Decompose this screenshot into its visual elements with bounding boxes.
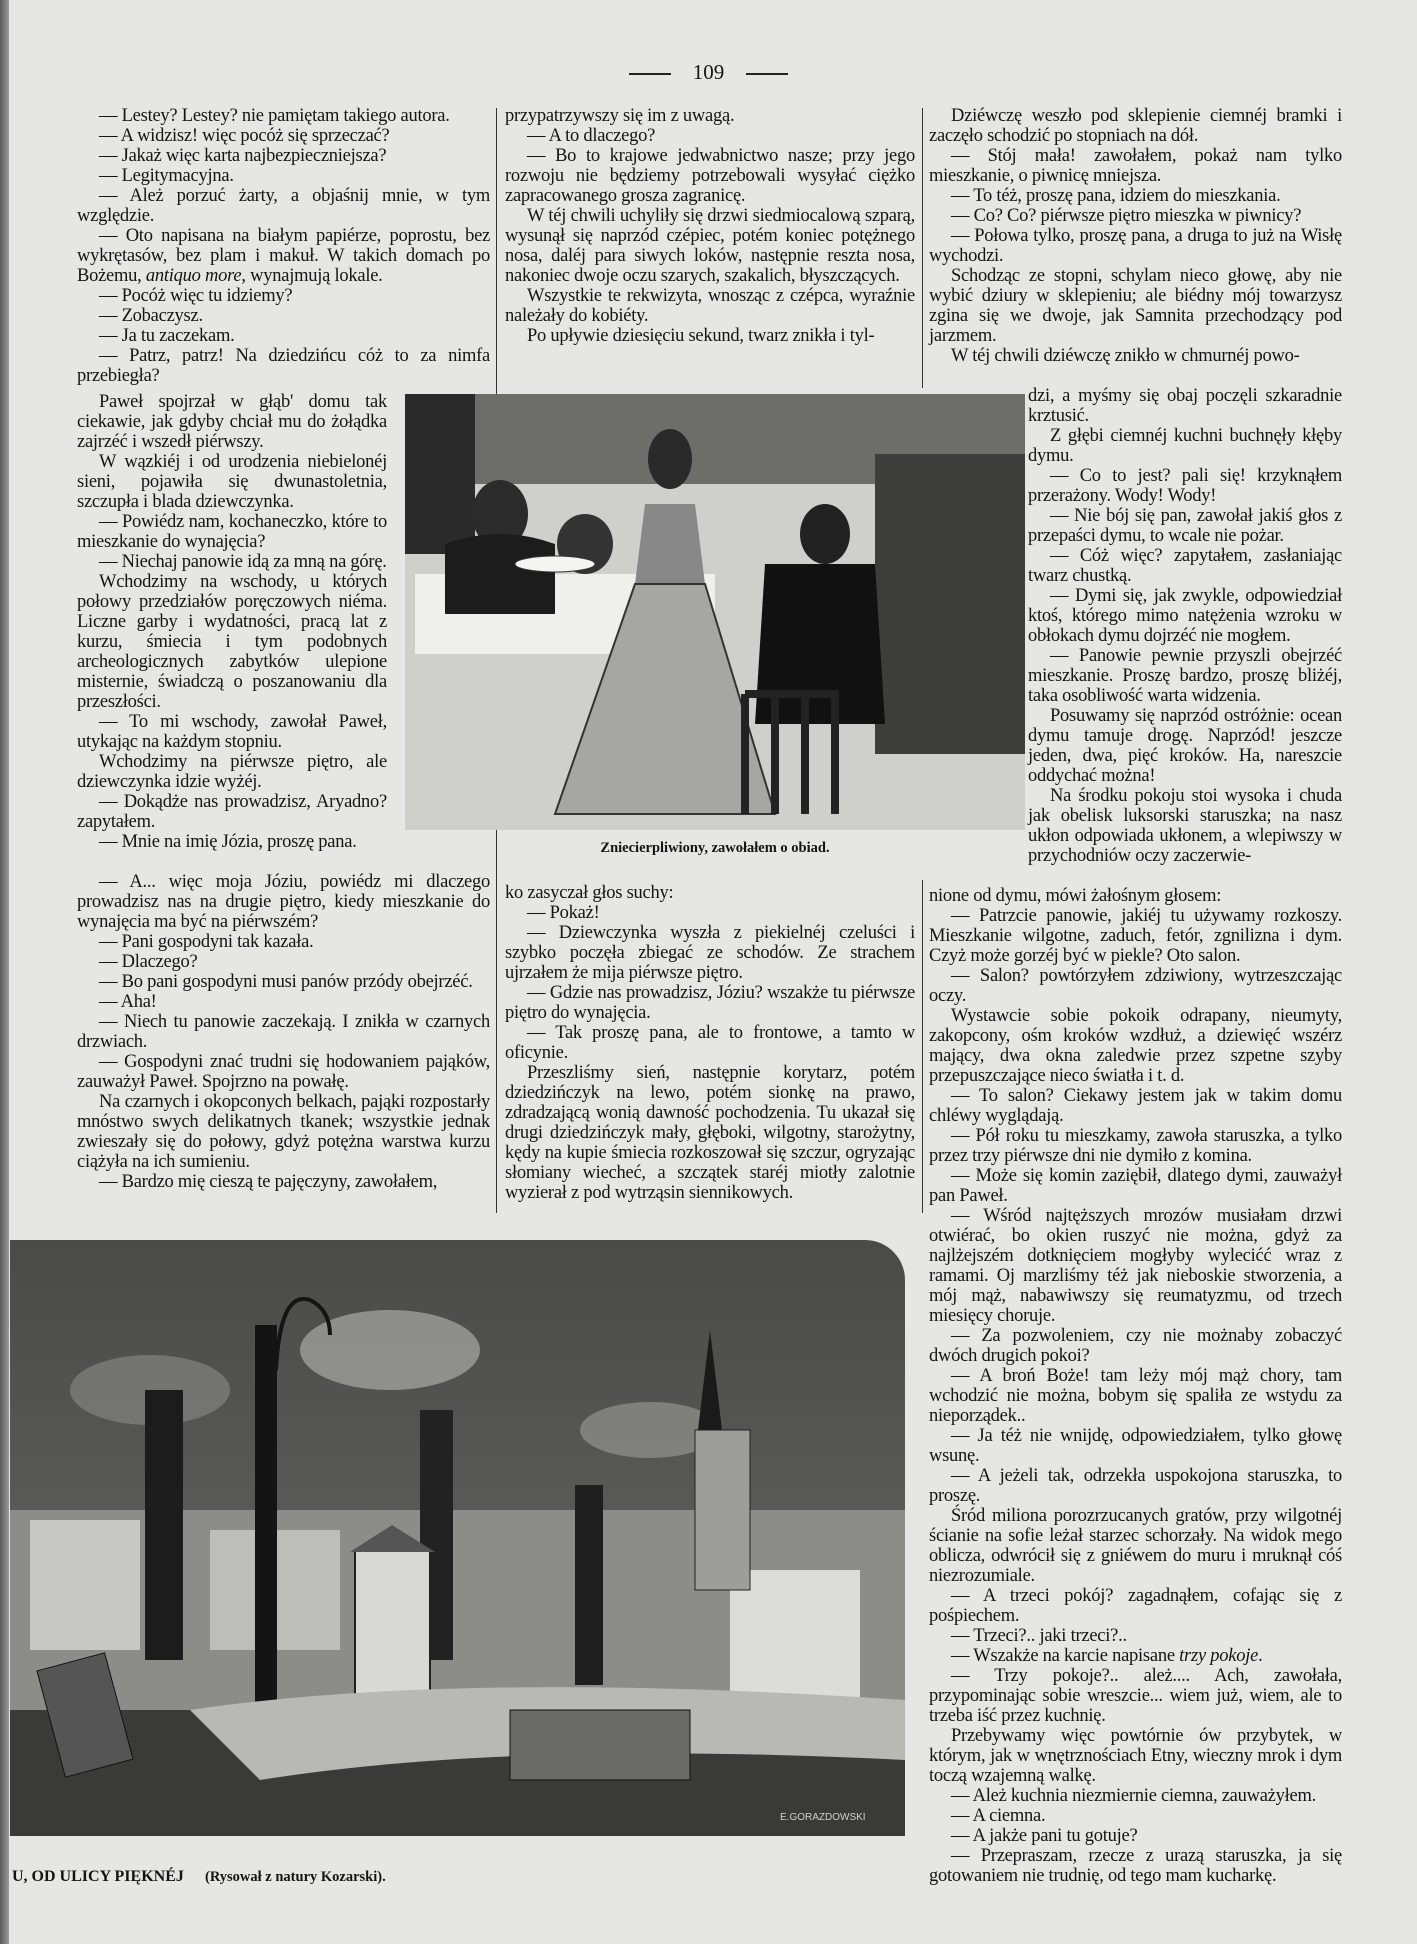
right-column-narrow (1028, 386, 1342, 866)
plate (515, 556, 595, 572)
middle-column-top (505, 106, 915, 346)
paragraph: — A broń Boże! tam leży mój mąż chory, tam wchodzić nie można, bobym się spaliła ze wstydu za nieporządek.. (929, 1366, 1342, 1426)
paragraph: — To mi wschody, zawołał Paweł, utykając na każdym stopniu. (77, 712, 387, 752)
paragraph: — Ja tu zaczekam. (99, 326, 235, 346)
paragraph: — To téż, proszę pana, idziem do mieszkania. (951, 186, 1281, 206)
paragraph: — A... więc moja Józiu, powiédz mi dlaczego prowadzisz nas na drugie piętro, kiedy mieszkanie do wynajęcia ma być na piérwszém? (77, 872, 490, 932)
paragraph: Na czarnych i okopconych belkach, pająki rozpostarły mnóstwo swych delikatnych tkanek; wszystkie jednak zwieszały się do połowy, gdyż potężna warstwa kurzu ciążyła na ich sumieniu. (77, 1092, 490, 1172)
page-number-text: 109 (692, 60, 725, 84)
italic-phrase: antiquo more (145, 266, 242, 286)
paragraph: — Dymi się, jak zwykle, odpowiedział ktoś, którego mimo natężenia wzroku w obłokach dymu dojrzéć nie mogłem. (1028, 586, 1342, 646)
paragraph: — A widzisz! więc pocóż się sprzeczać? (99, 126, 390, 146)
paragraph: Przeszliśmy sień, następnie korytarz, potém dziedzińczyk na lewo, potém sionkę na prawo, zdradzającą wonią dawność pochodzenia. Tu ukazał się drugi dziedzińczyk mały, głęboki, wilgotny, starożytny, kędy na kupie śmiecia rozkoszował się szczur, ogryzając słomiany wiecheć, a szczątek staréj miotły zalotnie wyzierał z pod wytrząsin siennikowych. (505, 1063, 915, 1203)
ruined-street-illustration (10, 1240, 905, 1836)
column-rule-right-top (922, 108, 923, 388)
paragraph: Na środku pokoju stoi wysoka i chuda jak obelisk luksorski staruszka; na nasz ukłon odpowiada ukłonem, a wlepiwszy w przychodniów oczy zaczerwie- (1028, 786, 1342, 866)
paragraph: — Tak proszę pana, ale to frontowe, a tamto w oficynie. (505, 1023, 915, 1063)
paragraph: Wchodzimy na piérwsze piętro, ale dziewczynka idzie wyżéj. (77, 752, 387, 792)
paragraph: — Powiédz nam, kochaneczko, które to mieszkanie do wynajęcia? (77, 512, 387, 552)
paragraph: W wązkiéj i od urodzenia niebielonéj sieni, pojawiła się dwunastoletnia, szczupła i blada dziewczynka. (77, 452, 387, 512)
paragraph: — Może się komin zaziębił, dlatego dymi, zauważył pan Paweł. (929, 1166, 1342, 1206)
paragraph: — Przepraszam, rzecze z urazą staruszka, ja się gotowaniem nie trudnię, od tego mam kucharkę. (929, 1846, 1342, 1886)
paragraph: Wchodzimy na wschody, u których połowy przedziałów poręczowych niéma. Liczne garby i wydatności, pracą lat z kurzu, śmiecia i tym podobnych archeologicznych zabytków ulepione misternie, świadczą o poszanowaniu dla przeszłości. (77, 572, 387, 712)
paragraph: Po upływie dziesięciu sekund, twarz znikła i tyl- (527, 326, 875, 346)
engraver-signature: E.GORAZDOWSKI (780, 1812, 866, 1823)
paragraph: ko zasyczał głos suchy: (505, 883, 674, 903)
right-column-top (929, 106, 1342, 366)
paragraph: — Pocóż więc tu idziemy? (99, 286, 293, 306)
paragraph: — Oto napisana na białym papiérze, poprostu, bez wykrętasów, bez plam i makuł. W takich domach po Bożemu, antiquo more, wynajmują lokale. (77, 226, 490, 286)
paragraph: — Niechaj panowie idą za mną na górę. (99, 552, 387, 572)
paragraph: — Niech tu panowie zaczekają. I znikła w czarnych drzwiach. (77, 1012, 490, 1052)
page-number-dash-right (746, 73, 788, 75)
paragraph: — To salon? Ciekawy jestem jak w takim domu chléwy wyglądają. (929, 1086, 1342, 1126)
ruined-street-engraving (10, 1240, 905, 1836)
booth (355, 1550, 430, 1710)
right-column-bottom (929, 886, 1342, 1886)
paragraph: — Gdzie nas prowadzisz, Józiu? wszakże tu piérwsze piętro do wynajęcia. (505, 983, 915, 1023)
paragraph: dzi, a myśmy się obaj poczęli szkaradnie krztusić. (1028, 386, 1342, 426)
paragraph: — Bo pani gospodyni musi panów przódy obejrzéć. (99, 972, 473, 992)
woman-bodice (635, 504, 705, 584)
man-right-head (800, 504, 850, 564)
paragraph: — A trzeci pokój? zagadnąłem, cofając się z pośpiechem. (929, 1586, 1342, 1626)
left-column-narrow (77, 392, 387, 852)
bottom-illustration-title: U, OD ULICY PIĘKNÉJ (12, 1868, 184, 1885)
paragraph: — Bo to krajowe jedwabnictwo nasze; przy jego rozwoju nie będziemy potrzebowali wysyłać ciężko zapracowanego grosza zagranicę. (505, 146, 915, 206)
paragraph: Wszystkie te rekwizyta, wnosząc z czépca, wyraźnie należały do kobiéty. (505, 286, 915, 326)
italic-phrase: trzy pokoje (1179, 1646, 1259, 1666)
paragraph: — Legitymacyjna. (99, 166, 234, 186)
carts-and-crates (510, 1710, 690, 1780)
chimney (145, 1390, 183, 1660)
paragraph: — Pokaż! (527, 903, 600, 923)
paragraph: Z głębi ciemnéj kuchni buchnęły kłęby dymu. (1028, 426, 1342, 466)
paragraph: — Wśród najtęższych mrozów musiałam drzwi otwiérać, bo okien ruszyć nie można, gdyż za najlżejszém dotknięciem mogłyby wylecićć wraz z ramami. Oj marzliśmy téż jak nieboskie stworzenia, a mój mąż, nabawiwszy się reumatyzmu, od trzech miesięcy choruje. (929, 1206, 1342, 1326)
middle-column-bottom (505, 883, 915, 1203)
paragraph: — Cóż więc? zapytałem, zasłaniając twarz chustką. (1028, 546, 1342, 586)
bottom-illustration-credit: (Rysował z natury Kozarski). (205, 1869, 386, 1885)
paragraph: — Salon? powtórzyłem zdziwiony, wytrzeszczając oczy. (929, 966, 1342, 1006)
paragraph: Schodząc ze stopni, schylam nieco głowę, aby nie wybić dziury w sklepieniu; ale biédny mój towarzysz zgina się we dwoje, jak Samnita przechodzący pod jarzmem. (929, 266, 1342, 346)
paragraph: — Ja téż nie wnijdę, odpowiedziałem, tylko głowę wsunę. (929, 1426, 1342, 1466)
paragraph: Dziéwczę weszło pod sklepienie ciemnéj bramki i zaczęło schodzić po stopniach na dół. (929, 106, 1342, 146)
paragraph: — Dlaczego? (99, 952, 198, 972)
dark-wall (875, 454, 1025, 754)
woman-head (648, 429, 692, 489)
ruined-wall (30, 1520, 140, 1650)
paragraph: — Patrzcie panowie, jakiéj tu używamy rozkoszy. Mieszkanie wilgotne, zaduch, fetór, zgnilizna i dym. Czyż może gorzéj być w piekle? Oto salon. (929, 906, 1342, 966)
chimney (575, 1485, 603, 1685)
paragraph: — Stój mała! zawołałem, pokaż nam tylko mieszkanie, o piwnicę mniejsza. (929, 146, 1342, 186)
left-column-bottom (77, 872, 490, 1192)
dining-scene-engraving (405, 394, 1025, 830)
paragraph: — Mnie na imię Józia, proszę pana. (99, 832, 357, 852)
paragraph: Posuwamy się naprzód ostróżnie: ocean dymu tamuje drogę. Naprzód! jeszcze jeden, dwa, pięć kroków. Ha, nareszcie oddychać można! (1028, 706, 1342, 786)
paragraph: — Co to jest? pali się! krzyknąłem przerażony. Wody! Wody! (1028, 466, 1342, 506)
paragraph: — Gospodyni znać trudni się hodowaniem pająków, zauważył Paweł. Spojrzno na powałę. (77, 1052, 490, 1092)
paragraph: Przebywamy więc powtórnie ów przybytek, w którym, jak w wnętrznościach Etny, wieczny mrok i dym toczą wzajemną walkę. (929, 1726, 1342, 1786)
paragraph: — Pani gospodyni tak kazała. (99, 932, 314, 952)
paragraph: — Aha! (99, 992, 157, 1012)
paragraph: — Zobaczysz. (99, 306, 203, 326)
lamp-post (255, 1325, 277, 1715)
column-rule-right-bottom (922, 880, 923, 1213)
paragraph: — Patrz, patrz! Na dziedzińcu cóż to za nimfa przebiegła? (77, 346, 490, 386)
dining-scene-illustration (405, 394, 1025, 830)
paragraph: — A ciemna. (951, 1806, 1046, 1826)
paragraph: — Jakaż więc karta najbezpieczniejsza? (99, 146, 387, 166)
paragraph: — Trzeci?.. jaki trzeci?.. (951, 1626, 1127, 1646)
paragraph: — A jeżeli tak, odrzekła uspokojona staruszka, to proszę. (929, 1466, 1342, 1506)
paragraph: — Dokądże nas prowadzisz, Aryadno? zapytałem. (77, 792, 387, 832)
page-number-dash-left (629, 73, 671, 75)
paragraph: — Co? Co? piérwsze piętro mieszka w piwnicy? (951, 206, 1302, 226)
paragraph: W téj chwili dziéwczę znikło w chmurnéj powo- (951, 346, 1300, 366)
paragraph: — Bardzo mię cieszą te pajęczyny, zawołałem, (99, 1172, 438, 1192)
dining-illustration-caption: Zniecierpliwiony, zawołałem o obiad. (600, 840, 830, 856)
paragraph: W téj chwili uchyliły się drzwi siedmiocalową szparą, wysunął się naprzód czépiec, potém koniec potężnego nosa, daléj para siwych loków, następnie reszta nosa, nakoniec dwoje oczu szarych, szakalich, błyszczących. (505, 206, 915, 286)
paragraph: — Połowa tylko, proszę pana, a druga to już na Wisłę wychodzi. (929, 226, 1342, 266)
paragraph: Śród miliona porozrzucanych gratów, przy wilgotnéj ścianie na sofie leżał starzec schorzały. Na widok mego oblicza, odwrócił się z gniéwem do muru i mruknął cóś niezrozumiale. (929, 1506, 1342, 1586)
paragraph: — Panowie pewnie przyszli obejrzéć mieszkanie. Proszę bardzo, proszę bliżéj, taka osobliwość warta widzenia. (1028, 646, 1342, 706)
paragraph: — Pół roku tu mieszkamy, zawoła staruszka, a tylko przez trzy piérwsze dni nie dymiło z komina. (929, 1126, 1342, 1166)
paragraph: przypatrzywszy się im z uwagą. (505, 106, 735, 126)
scan-edge (0, 0, 9, 1944)
seated-man-body (445, 534, 555, 614)
paragraph: — A to dlaczego? (527, 126, 656, 146)
paragraph: — Trzy pokoje?.. ależ.... Ach, zawołała, przypominając sobie wreszcie... wiem już, wiem, ale to trzeba iść przez kuchnię. (929, 1666, 1342, 1726)
paragraph: — Wszakże na karcie napisane trzy pokoje. (951, 1646, 1263, 1666)
paragraph: nione od dymu, mówi żałośnym głosem: (929, 886, 1222, 906)
paragraph: — Za pozwoleniem, czy nie możnaby zobaczyć dwóch drugich pokoi? (929, 1326, 1342, 1366)
paragraph: — Ależ porzuć żarty, a objaśnij mnie, w tym względzie. (77, 186, 490, 226)
paragraph: — A jakże pani tu gotuje? (951, 1826, 1138, 1846)
dark-drape (405, 394, 475, 554)
church-tower (695, 1430, 750, 1590)
paragraph: — Dziewczynka wyszła z piekielnéj czeluści i szybko poczęła zbiegać ze schodów. Ze strachem ujrzałem że mija piérwsze piętro. (505, 923, 915, 983)
left-column-top (77, 106, 490, 386)
paragraph: — Nie bój się pan, zawołał jakiś głos z przepaści dymu, to wcale nie pożar. (1028, 506, 1342, 546)
paragraph: — Ależ kuchnia niezmiernie ciemna, zauważyłem. (951, 1786, 1317, 1806)
paragraph: Wystawcie sobie pokoik odrapany, nieumyty, zakopcony, ośm kroków wzdłuż, a dziewięć wszérz mający, dwa okna zaledwie przez szpetne szyby przepuszczające nieco światła i t. d. (929, 1006, 1342, 1086)
paragraph: — Lestey? Lestey? nie pamiętam takiego autora. (99, 106, 450, 126)
paragraph: Paweł spojrzał w głąb' domu tak ciekawie, jak gdyby chciał mu do żołądka zajrzéć i wszedł piérwszy. (77, 392, 387, 452)
page-number (0, 60, 1417, 85)
